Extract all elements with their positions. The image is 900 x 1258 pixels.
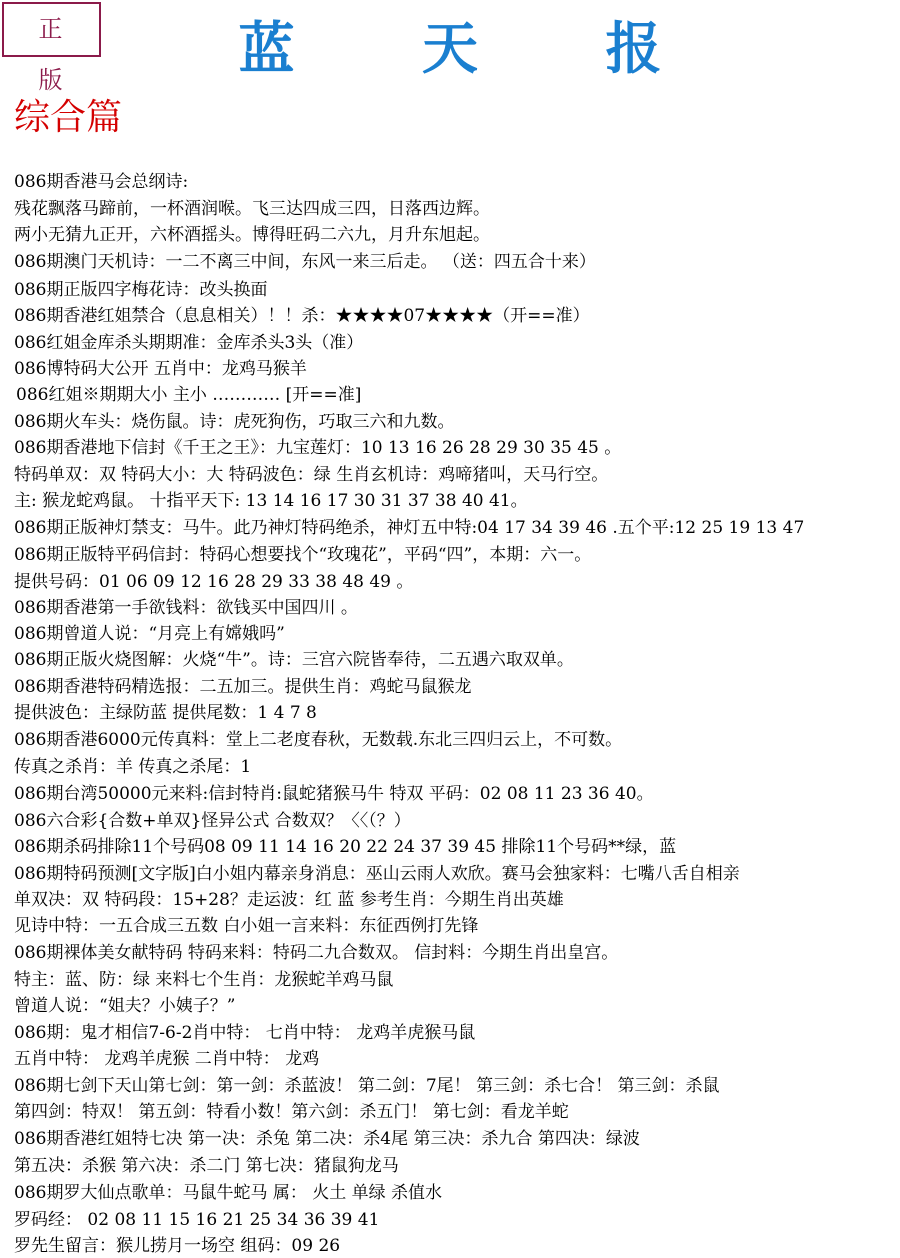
text-line: 五肖中特： 龙鸡羊虎猴 二肖中特： 龙鸡 <box>14 1049 320 1069</box>
text-line: 086红姐金库杀头期期准：金库杀头3头（准） <box>14 333 364 353</box>
text-line: 086期：鬼才相信7-6-2肖中特： 七肖中特： 龙鸡羊虎猴马鼠 <box>14 1023 476 1043</box>
text-line: 特主：蓝、防：绿 来料七个生肖：龙猴蛇羊鸡马鼠 <box>14 970 394 990</box>
text-line: 罗先生留言：猴儿捞月一场空 组码：09 26 <box>14 1236 341 1256</box>
text-line: 086期香港红姐特七决 第一决：杀兔 第二决：杀4尾 第三决：杀九合 第四决：绿波 <box>14 1129 640 1149</box>
text-line: 086期裸体美女献特码 特码来料：特码二九合数双。 信封料：今期生肖出皇宫。 <box>14 943 619 963</box>
text-line: 086期台湾50000元来料:信封特肖:鼠蛇猪猴马牛 特双 平码：02 08 11 23 36 40。 <box>14 784 654 804</box>
text-line: 086期杀码排除11个号码08 09 11 14 16 20 22 24 37 39 45 排除11个号码**绿，蓝 <box>14 837 677 857</box>
text-line: 单双决：双 特码段：15+28？走运波：红 蓝 参考生肖：今期生肖出英雄 <box>14 890 564 910</box>
text-line: 残花飘落马蹄前，一杯酒润喉。飞三达四成三四，日落西边辉。 <box>14 199 490 219</box>
text-line: 086红姐※期期大小 主小 ………… [开==准] <box>16 385 362 405</box>
text-line: 086期香港红姐禁合（息息相关）！！杀：★★★★07★★★★（开==准） <box>14 306 590 326</box>
text-line: 086期香港地下信封《千王之王》：九宝莲灯：10 13 16 26 28 29 30 35 45 。 <box>14 438 622 458</box>
text-line: 086期香港6000元传真料：堂上二老度春秋，无数载.东北三四归云上，不可数。 <box>14 730 623 750</box>
text-line: 086期正版神灯禁支：马牛。此乃神灯特码绝杀，神灯五中特:04 17 34 39 46 .五个平:12 25 19 13 47 <box>14 518 805 538</box>
text-line: 086期正版火烧图解：火烧“牛”。诗：三宫六院皆奉待，二五遇六取双单。 <box>14 650 574 670</box>
text-line: 第五决：杀猴 第六决：杀二门 第七决：猪鼠狗龙马 <box>14 1156 399 1176</box>
text-line: 086期七剑下天山第七剑：第一剑：杀蓝波！ 第二剑：7尾！ 第三剑：杀七合！ 第三剑：杀鼠 <box>14 1076 720 1096</box>
text-line: 086期香港特码精选报：二五加三。提供生肖：鸡蛇马鼠猴龙 <box>14 677 472 697</box>
text-line: 086期特码预测[文字版]白小姐内幕亲身消息：巫山云雨人欢欣。赛马会独家料：七嘴八舌自相亲 <box>14 864 740 884</box>
text-line: 086期曾道人说：“月亮上有嫦娥吗” <box>14 624 285 644</box>
text-line: 086六合彩{合数+单双}怪异公式 合数双？〈〈（？） <box>14 811 411 831</box>
text-line: 086期香港第一手欲钱料：欲钱买中国四川 。 <box>14 598 358 618</box>
text-line: 主: 猴龙蛇鸡鼠。 十指平天下: 13 14 16 17 30 31 37 38 40 41。 <box>14 491 528 511</box>
text-line: 086博特码大公开 五肖中：龙鸡马猴羊 <box>14 359 307 379</box>
newspaper-title: 蓝 天 报 <box>238 16 716 82</box>
text-line: 086期香港马会总纲诗: <box>14 172 189 192</box>
text-line: 传真之杀肖：羊 传真之杀尾：1 <box>14 757 252 777</box>
edition-badge: 正 版 <box>2 2 101 57</box>
text-line: 086期罗大仙点歌单：马鼠牛蛇马 属： 火土 单绿 杀值水 <box>14 1183 443 1203</box>
text-line: 特码单双：双 特码大小：大 特码波色：绿 生肖玄机诗：鸡啼猪叫，天马行空。 <box>14 465 609 485</box>
text-line: 086期火车头：烧伤鼠。诗：虎死狗伤，巧取三六和九数。 <box>14 412 455 432</box>
section-heading: 综合篇 <box>14 97 123 138</box>
text-line: 086期澳门天机诗：一二不离三中间，东风一来三后走。 （送：四五合十来） <box>14 252 596 272</box>
text-line: 两小无猜九正开，六杯酒摇头。博得旺码二六九，月升东旭起。 <box>14 225 490 245</box>
text-line: 086期正版四字梅花诗：改头换面 <box>14 280 268 300</box>
text-line: 提供号码：01 06 09 12 16 28 29 33 38 48 49 。 <box>14 572 414 592</box>
text-line: 见诗中特：一五合成三五数 白小姐一言来料：东征西例打先锋 <box>14 916 479 936</box>
text-line: 086期正版特平码信封：特码心想要找个“玫瑰花”，平码“四”，本期：六一。 <box>14 545 592 565</box>
text-line: 第四剑：特双！ 第五剑：特看小数！第六剑：杀五门！ 第七剑：看龙羊蛇 <box>14 1102 569 1122</box>
text-line: 曾道人说：“姐夫？小姨子？” <box>14 996 236 1016</box>
text-line: 罗码经： 02 08 11 15 16 21 25 34 36 39 41 <box>14 1210 380 1230</box>
text-line: 提供波色：主绿防蓝 提供尾数：1 4 7 8 <box>14 703 317 723</box>
